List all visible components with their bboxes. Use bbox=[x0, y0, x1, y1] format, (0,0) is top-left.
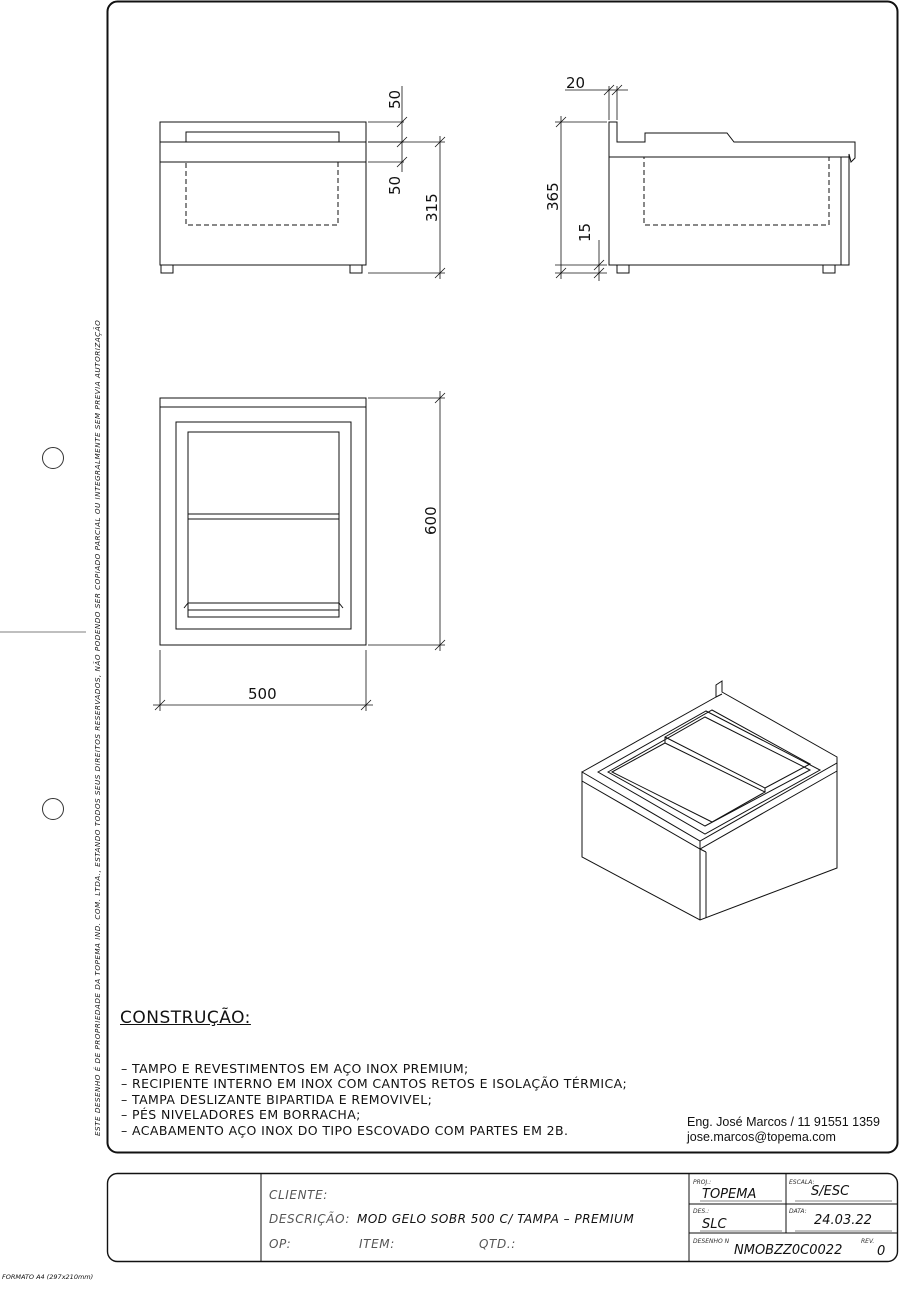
dim-front-mid-50: 50 bbox=[386, 175, 404, 195]
construction-item: – RECIPIENTE INTERNO EM INOX COM CANTOS RETOS E ISOLAÇÃO TÉRMICA; bbox=[121, 1076, 627, 1091]
desenho-label: DESENHO N bbox=[693, 1238, 730, 1245]
escala-label: ESCALA: bbox=[789, 1179, 815, 1186]
side-dimensions bbox=[555, 85, 628, 281]
construction-item: – TAMPO E REVESTIMENTOS EM AÇO INOX PREMIUM; bbox=[121, 1061, 627, 1076]
main-frame bbox=[108, 2, 898, 1153]
dim-side-365: 365 bbox=[544, 182, 562, 211]
cliente-label: CLIENTE: bbox=[269, 1188, 328, 1202]
construction-item: – TAMPA DESLIZANTE BIPARTIDA E REMOVIVEL; bbox=[121, 1092, 627, 1107]
proj-label: PROJ.: bbox=[693, 1179, 712, 1186]
plan-view bbox=[160, 398, 366, 645]
dim-side-15: 15 bbox=[576, 222, 594, 242]
dim-front-top-50: 50 bbox=[386, 89, 404, 109]
plan-dimensions bbox=[153, 391, 445, 711]
front-view bbox=[160, 122, 366, 273]
construction-item: – ACABAMENTO AÇO INOX DO TIPO ESCOVADO COM PARTES EM 2B. bbox=[121, 1123, 627, 1138]
op-label: OP: bbox=[269, 1237, 292, 1251]
ownership-note: ESTE DESENHO É DE PROPRIEDADE DA TOPEMA IND. COM. LTDA., ESTANDO TODOS SEUS DIREITOS RESERVADOS, NÃO PODENDO SER COPIADO PARCIAL OU INTEGRALMENTE SEM PREVIA AUTORIZAÇÃO bbox=[93, 319, 102, 1136]
dim-plan-500: 500 bbox=[248, 685, 277, 703]
rev-value: 0 bbox=[877, 1244, 886, 1259]
engineer-name-phone: Eng. José Marcos / 11 91551 1359 bbox=[687, 1115, 880, 1129]
dim-side-20: 20 bbox=[566, 74, 586, 92]
construction-title: CONSTRUÇÃO: bbox=[120, 1008, 251, 1028]
data-label: DATA: bbox=[789, 1208, 807, 1215]
format-note: FORMATO A4 (297x210mm) bbox=[2, 1273, 94, 1281]
construction-item: – PÉS NIVELADORES EM BORRACHA; bbox=[121, 1107, 627, 1122]
proj-value: TOPEMA bbox=[702, 1187, 757, 1202]
construction-list bbox=[121, 1061, 627, 1138]
escala-value: S/ESC bbox=[811, 1184, 850, 1199]
qtd-label: QTD.: bbox=[479, 1237, 516, 1251]
descricao-value: MOD GELO SOBR 500 C/ TAMPA – PREMIUM bbox=[357, 1212, 635, 1226]
engineer-email: jose.marcos@topema.com bbox=[687, 1129, 836, 1144]
isometric-view bbox=[582, 681, 837, 920]
descricao-label: DESCRIÇÃO: bbox=[269, 1212, 350, 1226]
binder-hole-top bbox=[42, 447, 64, 469]
dim-front-315: 315 bbox=[423, 193, 441, 222]
desenho-value: NMOBZZ0C0022 bbox=[734, 1243, 843, 1258]
dim-plan-600: 600 bbox=[422, 506, 440, 535]
des-label: DES.: bbox=[693, 1208, 710, 1215]
engineer-contact bbox=[687, 1115, 880, 1144]
des-value: SLC bbox=[702, 1217, 727, 1232]
item-label: ITEM: bbox=[359, 1237, 395, 1251]
front-dimensions bbox=[368, 86, 445, 279]
side-view bbox=[609, 122, 855, 273]
rev-label: REV. bbox=[861, 1238, 875, 1245]
data-value: 24.03.22 bbox=[814, 1213, 872, 1228]
binder-hole-bottom bbox=[42, 798, 64, 820]
